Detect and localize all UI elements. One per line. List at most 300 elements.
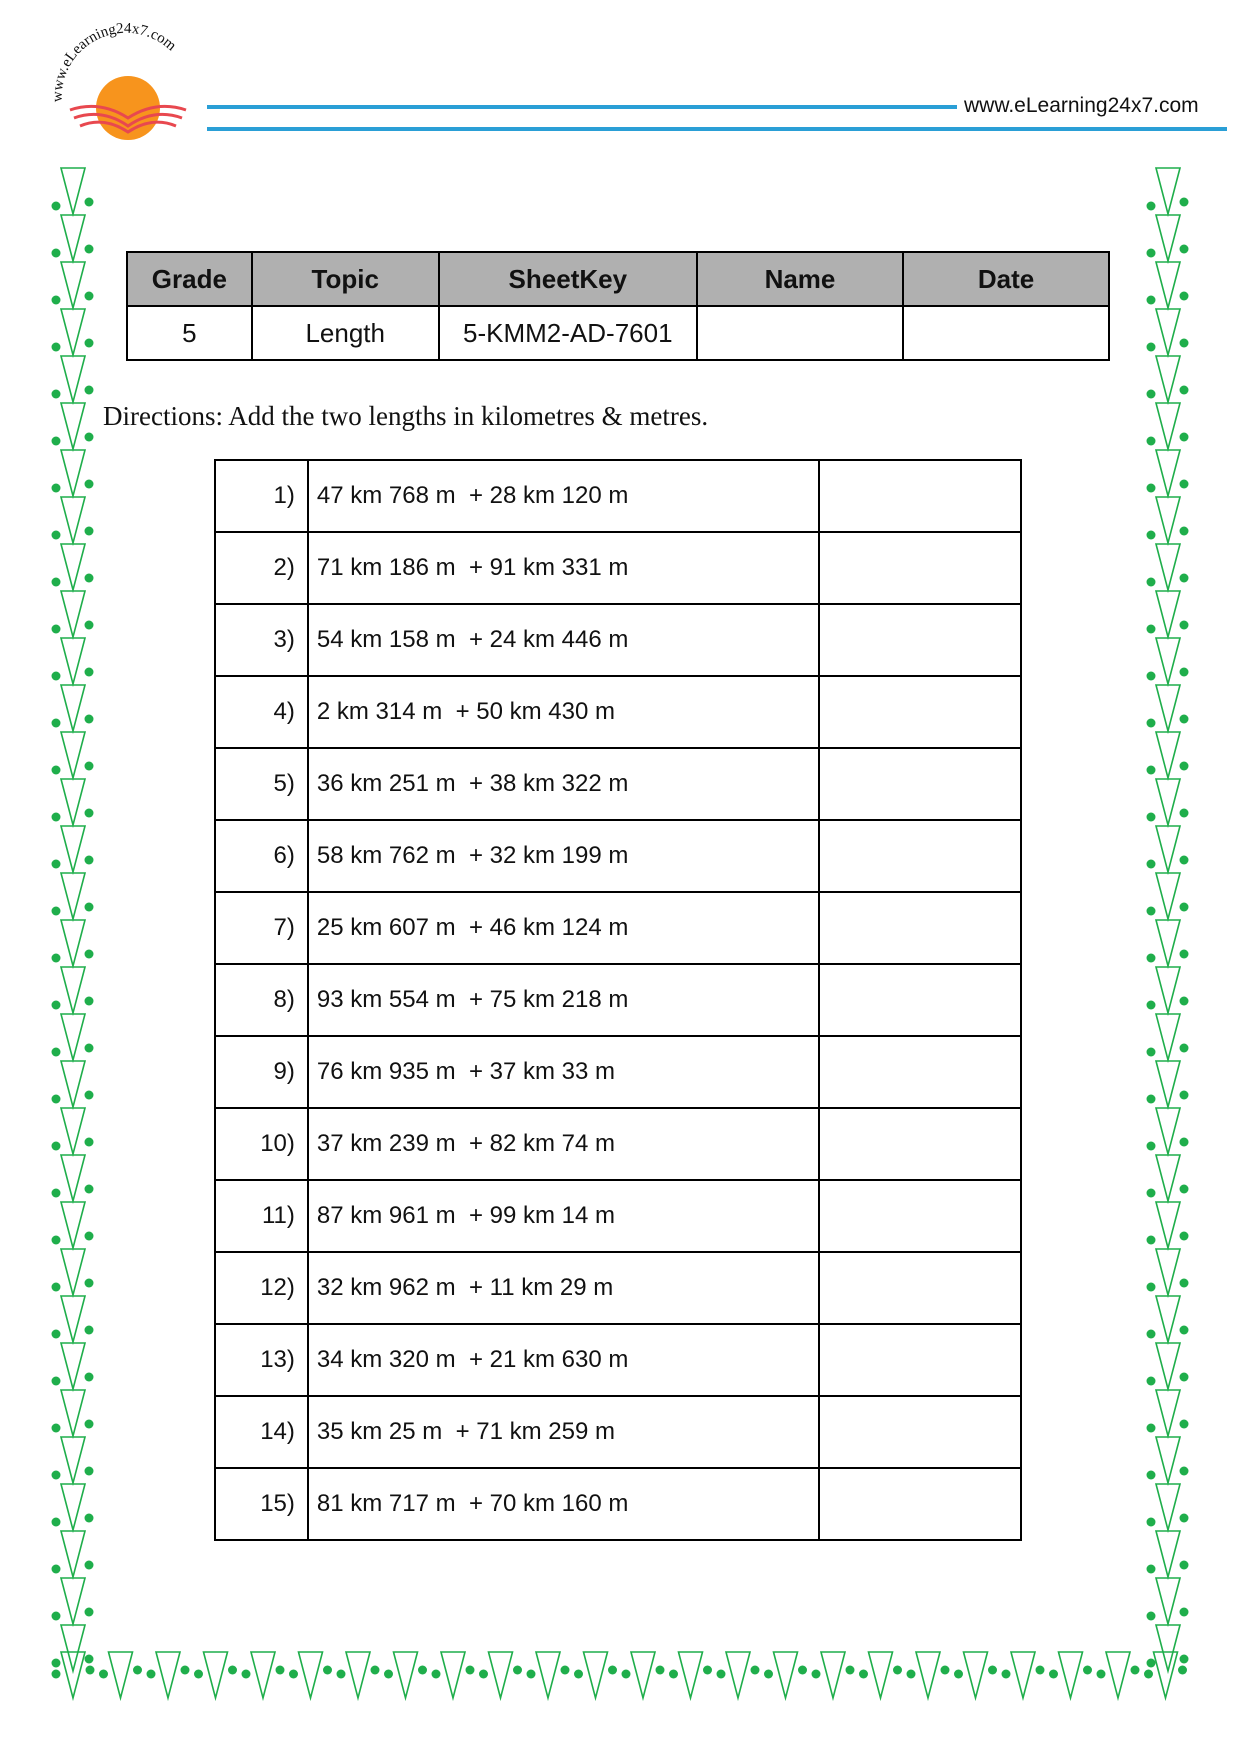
border-triangle [156, 1652, 180, 1698]
border-triangle [61, 1296, 85, 1342]
directions: Directions: Add the two lengths in kilometres & metres. [103, 401, 709, 431]
problem-expression: 25 km 607 m + 46 km 124 m [308, 892, 819, 964]
border-triangle [61, 403, 85, 449]
border-triangle [61, 779, 85, 825]
problem-expression: 47 km 768 m + 28 km 120 m [308, 460, 819, 532]
border-triangle [489, 1652, 513, 1698]
border-dot [289, 1670, 298, 1679]
border-dot [1180, 997, 1189, 1006]
border-dot [1180, 762, 1189, 771]
border-dot [52, 437, 61, 446]
border-triangle [251, 1652, 275, 1698]
border-dot [85, 527, 94, 536]
border-dot [1147, 1330, 1156, 1339]
border-dot [85, 997, 94, 1006]
border-dot [561, 1666, 570, 1675]
border-dot [99, 1670, 108, 1679]
border-triangle [61, 826, 85, 872]
answer-box[interactable] [819, 532, 1021, 604]
border-dot [85, 339, 94, 348]
border-dot [85, 1232, 94, 1241]
border-dot [1147, 202, 1156, 211]
border-dot [1147, 766, 1156, 775]
problem-number: 6) [215, 820, 308, 892]
border-dot [337, 1670, 346, 1679]
problem-row [215, 1036, 1021, 1108]
border-dot [1147, 1095, 1156, 1104]
border-dot [85, 480, 94, 489]
answer-box[interactable] [819, 1468, 1021, 1540]
border-triangle [1156, 544, 1180, 590]
border-dot [1147, 625, 1156, 634]
date-header: Date [903, 252, 1109, 306]
border-triangle [441, 1652, 465, 1698]
answer-box[interactable] [819, 1324, 1021, 1396]
border-dot [1180, 1232, 1189, 1241]
border-triangle [1156, 497, 1180, 543]
border-dot [228, 1666, 237, 1675]
border-dot [1180, 1373, 1189, 1382]
border-dot [194, 1670, 203, 1679]
border-triangle [1156, 1014, 1180, 1060]
problem-row [215, 1180, 1021, 1252]
problem-number: 1) [215, 460, 308, 532]
border-triangle [61, 1155, 85, 1201]
problem-number: 3) [215, 604, 308, 676]
border-dot [479, 1670, 488, 1679]
border-triangle [1156, 591, 1180, 637]
border-dot [85, 198, 94, 207]
border-triangle [61, 1249, 85, 1295]
topic-value: Length [252, 306, 439, 360]
border-dot [85, 809, 94, 818]
border-triangle [61, 1202, 85, 1248]
border-triangle [61, 309, 85, 355]
border-dot [52, 202, 61, 211]
border-dot [133, 1666, 142, 1675]
border-dot [1180, 1044, 1189, 1053]
border-dot [52, 484, 61, 493]
border-triangle [61, 1108, 85, 1154]
border-dot [988, 1666, 997, 1675]
border-triangle [61, 215, 85, 261]
problem-expression: 58 km 762 m + 32 km 199 m [308, 820, 819, 892]
border-triangle [61, 497, 85, 543]
border-dot [276, 1666, 285, 1675]
problem-expression: 2 km 314 m + 50 km 430 m [308, 676, 819, 748]
answer-box[interactable] [819, 1108, 1021, 1180]
border-dot [1147, 907, 1156, 916]
border-dot [1147, 813, 1156, 822]
border-triangle [1156, 262, 1180, 308]
border-dot [1147, 390, 1156, 399]
border-dot [1180, 339, 1189, 348]
left-border-pattern [52, 168, 94, 1671]
answer-box[interactable] [819, 676, 1021, 748]
problem-expression: 32 km 962 m + 11 km 29 m [308, 1252, 819, 1324]
border-dot [85, 433, 94, 442]
border-dot [85, 1138, 94, 1147]
border-dot [1180, 1091, 1189, 1100]
problem-row [215, 1108, 1021, 1180]
answer-box[interactable] [819, 748, 1021, 820]
border-triangle [679, 1652, 703, 1698]
border-triangle [61, 1652, 85, 1698]
border-triangle [61, 873, 85, 919]
problem-number: 13) [215, 1324, 308, 1396]
border-dot [85, 1185, 94, 1194]
border-triangle [1156, 826, 1180, 872]
border-dot [52, 1283, 61, 1292]
border-dot [1147, 1424, 1156, 1433]
answer-box[interactable] [819, 820, 1021, 892]
border-triangle [1156, 779, 1180, 825]
border-dot [893, 1666, 902, 1675]
border-dot [52, 1670, 61, 1679]
border-dot [812, 1670, 821, 1679]
sheetkey-header: SheetKey [439, 252, 697, 306]
problem-expression: 35 km 25 m + 71 km 259 m [308, 1396, 819, 1468]
border-dot [1144, 1670, 1153, 1679]
border-triangle [1156, 1531, 1180, 1577]
border-triangle [916, 1652, 940, 1698]
problem-number: 5) [215, 748, 308, 820]
border-triangle [1156, 168, 1180, 214]
border-triangle [61, 1390, 85, 1436]
border-triangle [61, 356, 85, 402]
border-dot [52, 1612, 61, 1621]
border-dot [85, 1373, 94, 1382]
problem-row [215, 892, 1021, 964]
logo-text: www.eLearning24x7.com [49, 20, 180, 103]
border-dot [1147, 343, 1156, 352]
problem-row [215, 676, 1021, 748]
border-triangle [61, 1578, 85, 1624]
border-dot [85, 1514, 94, 1523]
problem-number: 7) [215, 892, 308, 964]
border-dot [1180, 198, 1189, 207]
border-dot [764, 1670, 773, 1679]
border-dot [52, 1189, 61, 1198]
border-dot [1036, 1666, 1045, 1675]
border-dot [1180, 950, 1189, 959]
border-dot [1147, 719, 1156, 728]
problem-number: 15) [215, 1468, 308, 1540]
border-triangle [61, 638, 85, 684]
border-dot [242, 1670, 251, 1679]
border-dot [1147, 484, 1156, 493]
problem-expression: 54 km 158 m + 24 km 446 m [308, 604, 819, 676]
border-dot [1147, 1377, 1156, 1386]
border-dot [52, 719, 61, 728]
border-dot [1049, 1670, 1058, 1679]
border-triangle [1156, 685, 1180, 731]
site-url: www.eLearning24x7.com [964, 94, 1199, 117]
border-dot [1147, 1142, 1156, 1151]
border-dot [1147, 531, 1156, 540]
problem-expression: 34 km 320 m + 21 km 630 m [308, 1324, 819, 1396]
border-dot [1180, 715, 1189, 724]
border-triangle [1156, 967, 1180, 1013]
name-field[interactable] [697, 306, 903, 360]
border-dot [52, 1142, 61, 1151]
border-triangle [1156, 1625, 1180, 1671]
problem-row [215, 532, 1021, 604]
border-dot [1180, 621, 1189, 630]
border-dot [52, 1048, 61, 1057]
border-triangle [1156, 450, 1180, 496]
border-dot [85, 1091, 94, 1100]
problem-expression: 37 km 239 m + 82 km 74 m [308, 1108, 819, 1180]
problem-number: 2) [215, 532, 308, 604]
border-triangle [584, 1652, 608, 1698]
border-dot [85, 1655, 94, 1664]
border-dot [323, 1666, 332, 1675]
problem-number: 8) [215, 964, 308, 1036]
border-triangle [346, 1652, 370, 1698]
answer-box[interactable] [819, 1180, 1021, 1252]
border-dot [703, 1666, 712, 1675]
border-triangle [61, 967, 85, 1013]
border-dot [1180, 527, 1189, 536]
bottom-border-pattern [52, 1652, 1188, 1698]
border-triangle [1156, 1296, 1180, 1342]
border-triangle [61, 1484, 85, 1530]
problem-row [215, 1252, 1021, 1324]
border-triangle [1156, 356, 1180, 402]
border-dot [846, 1666, 855, 1675]
problem-number: 4) [215, 676, 308, 748]
border-dot [52, 954, 61, 963]
border-dot [52, 531, 61, 540]
border-dot [1180, 1326, 1189, 1335]
border-dot [85, 1561, 94, 1570]
border-dot [1083, 1666, 1092, 1675]
border-dot [1180, 1561, 1189, 1570]
border-dot [574, 1670, 583, 1679]
border-dot [1147, 296, 1156, 305]
border-dot [1147, 1283, 1156, 1292]
answer-box[interactable] [819, 1252, 1021, 1324]
name-header: Name [697, 252, 903, 306]
border-dot [85, 574, 94, 583]
sheetkey-value: 5-KMM2-AD-7601 [439, 306, 697, 360]
border-dot [907, 1670, 916, 1679]
border-dot [52, 766, 61, 775]
border-triangle [1059, 1652, 1083, 1698]
border-dot [85, 245, 94, 254]
border-dot [1180, 386, 1189, 395]
border-dot [1180, 480, 1189, 489]
border-dot [85, 621, 94, 630]
border-dot [1147, 672, 1156, 681]
border-dot [52, 813, 61, 822]
problem-number: 9) [215, 1036, 308, 1108]
problem-expression: 87 km 961 m + 99 km 14 m [308, 1180, 819, 1252]
border-dot [1147, 1518, 1156, 1527]
border-dot [1147, 437, 1156, 446]
border-dot [147, 1670, 156, 1679]
border-triangle [204, 1652, 228, 1698]
border-dot [1147, 249, 1156, 258]
border-dot [1180, 1279, 1189, 1288]
border-dot [1131, 1666, 1140, 1675]
border-dot [85, 950, 94, 959]
border-dot [1097, 1670, 1106, 1679]
border-triangle [1156, 1343, 1180, 1389]
border-dot [941, 1666, 950, 1675]
border-dot [52, 907, 61, 916]
border-triangle [631, 1652, 655, 1698]
border-triangle [109, 1652, 133, 1698]
border-dot [1180, 574, 1189, 583]
border-triangle [299, 1652, 323, 1698]
border-dot [527, 1670, 536, 1679]
border-dot [52, 860, 61, 869]
border-dot [513, 1666, 522, 1675]
border-dot [52, 1001, 61, 1010]
border-triangle [964, 1652, 988, 1698]
border-triangle [774, 1652, 798, 1698]
problem-row [215, 1468, 1021, 1540]
border-dot [608, 1666, 617, 1675]
border-dot [371, 1666, 380, 1675]
answer-box[interactable] [819, 604, 1021, 676]
border-dot [52, 1518, 61, 1527]
border-dot [85, 668, 94, 677]
border-dot [52, 1424, 61, 1433]
border-triangle [61, 1061, 85, 1107]
border-dot [1147, 954, 1156, 963]
border-dot [52, 1659, 61, 1668]
answer-box[interactable] [819, 1396, 1021, 1468]
border-dot [1180, 1655, 1189, 1664]
border-dot [669, 1670, 678, 1679]
problem-row [215, 1324, 1021, 1396]
border-triangle [1156, 1061, 1180, 1107]
border-dot [1180, 292, 1189, 301]
problem-expression: 71 km 186 m + 91 km 331 m [308, 532, 819, 604]
problem-row [215, 964, 1021, 1036]
border-triangle [61, 1343, 85, 1389]
border-dot [1180, 668, 1189, 677]
border-dot [52, 1236, 61, 1245]
answer-box[interactable] [819, 460, 1021, 532]
border-dot [1180, 856, 1189, 865]
border-dot [859, 1670, 868, 1679]
border-dot [1180, 1420, 1189, 1429]
border-triangle [394, 1652, 418, 1698]
answer-box[interactable] [819, 964, 1021, 1036]
border-triangle [61, 262, 85, 308]
border-dot [1180, 1514, 1189, 1523]
problem-row [215, 1396, 1021, 1468]
border-triangle [869, 1652, 893, 1698]
border-triangle [1156, 1155, 1180, 1201]
info-table [126, 251, 1110, 361]
border-dot [1180, 1185, 1189, 1194]
problem-row [215, 604, 1021, 676]
border-triangle [1156, 309, 1180, 355]
border-dot [1147, 1189, 1156, 1198]
problem-row [215, 460, 1021, 532]
answer-box[interactable] [819, 892, 1021, 964]
border-dot [1180, 1138, 1189, 1147]
border-triangle [61, 732, 85, 778]
border-triangle [1156, 1437, 1180, 1483]
border-dot [1147, 1236, 1156, 1245]
problem-number: 11) [215, 1180, 308, 1252]
problem-row [215, 820, 1021, 892]
border-dot [85, 715, 94, 724]
border-dot [1147, 860, 1156, 869]
border-dot [622, 1670, 631, 1679]
border-triangle [61, 1531, 85, 1577]
border-triangle [821, 1652, 845, 1698]
border-dot [52, 1095, 61, 1104]
border-dot [432, 1670, 441, 1679]
border-triangle [61, 544, 85, 590]
border-dot [85, 903, 94, 912]
border-dot [1147, 1048, 1156, 1057]
border-triangle [1156, 403, 1180, 449]
border-dot [52, 296, 61, 305]
border-triangle [1106, 1652, 1130, 1698]
border-dot [85, 1279, 94, 1288]
border-triangle [61, 591, 85, 637]
border-triangle [61, 1014, 85, 1060]
border-dot [52, 578, 61, 587]
border-dot [85, 1467, 94, 1476]
border-dot [85, 386, 94, 395]
problem-expression: 93 km 554 m + 75 km 218 m [308, 964, 819, 1036]
border-dot [384, 1670, 393, 1679]
problem-row [215, 748, 1021, 820]
border-triangle [1156, 920, 1180, 966]
border-dot [85, 1420, 94, 1429]
border-triangle [61, 450, 85, 496]
border-triangle [61, 685, 85, 731]
border-triangle [1156, 215, 1180, 261]
border-dot [1147, 1001, 1156, 1010]
border-triangle [1156, 638, 1180, 684]
grade-value: 5 [127, 306, 252, 360]
border-dot [1147, 1612, 1156, 1621]
border-triangle [536, 1652, 560, 1698]
answer-box[interactable] [819, 1036, 1021, 1108]
border-dot [717, 1670, 726, 1679]
date-field[interactable] [903, 306, 1109, 360]
border-triangle [1156, 1249, 1180, 1295]
border-dot [52, 390, 61, 399]
problem-number: 10) [215, 1108, 308, 1180]
border-dot [52, 343, 61, 352]
border-dot [85, 292, 94, 301]
border-dot [1180, 809, 1189, 818]
info-value-row [127, 306, 1109, 360]
problems-table [214, 459, 1022, 1541]
problem-expression: 36 km 251 m + 38 km 322 m [308, 748, 819, 820]
border-triangle [1156, 1202, 1180, 1248]
border-dot [1147, 1471, 1156, 1480]
border-dot [1180, 903, 1189, 912]
border-dot [52, 672, 61, 681]
border-triangle [1156, 1484, 1180, 1530]
border-dot [1147, 578, 1156, 587]
problem-number: 12) [215, 1252, 308, 1324]
problem-expression: 76 km 935 m + 37 km 33 m [308, 1036, 819, 1108]
problem-number: 14) [215, 1396, 308, 1468]
